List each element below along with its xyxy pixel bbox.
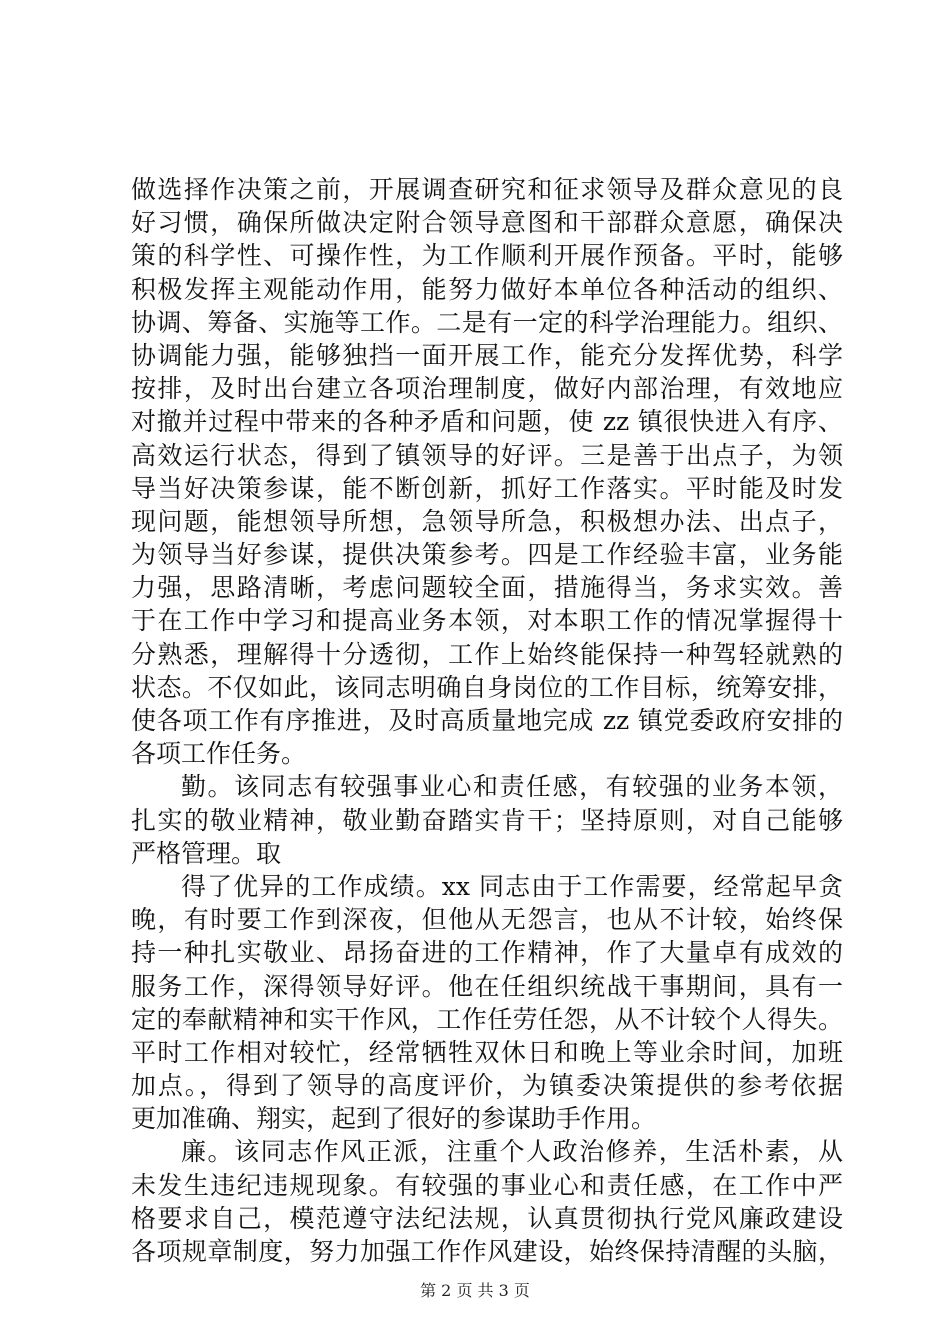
text-line: 导当好决策参谋，能不断创新，抓好工作落实。平时能及时发 <box>131 473 843 503</box>
text-line: 各项规章制度，努力加强工作作风建设，始终保持清醒的头脑， <box>131 1237 843 1266</box>
text-line: 策的科学性、可操作性，为工作顺利开展作预备。平时，能够 <box>131 241 843 271</box>
text-line: 为领导当好参谋，提供决策参考。四是工作经验丰富，业务能 <box>131 540 843 570</box>
text-line: 力强，思路清晰，考虑问题较全面，措施得当，务求实效。善 <box>131 573 843 603</box>
text-line: 状态。不仅如此，该同志明确自身岗位的工作目标，统筹安排， <box>131 672 843 702</box>
text-line: 对撤并过程中带来的各种矛盾和问题，使 zz 镇很快进入有序、 <box>131 407 843 437</box>
text-line: 定的奉献精神和实干作风，工作任劳任怨，从不计较个人得失。 <box>131 1004 843 1034</box>
text-line: 按排，及时出台建立各项治理制度，做好内部治理，有效地应 <box>131 374 843 404</box>
text-line: 格要求自己，模范遵守法纪法规，认真贯彻执行党风廉政建设 <box>131 1203 843 1233</box>
text-line: 更加准确、翔实，起到了很好的参谋助手作用。 <box>131 1104 657 1134</box>
text-line: 做选择作决策之前，开展调查研究和征求领导及群众意见的良 <box>131 175 843 204</box>
text-line: 服务工作，深得领导好评。他在任组织统战干事期间，具有一 <box>131 971 843 1001</box>
text-line: 持一种扎实敬业、昂扬奋进的工作精神，作了大量卓有成效的 <box>131 938 843 968</box>
text-line: 严格管理。取 <box>131 838 282 868</box>
page-number-footer: 第 2 页 共 3 页 <box>420 1281 530 1300</box>
text-line: 协调能力强，能够独挡一面开展工作，能充分发挥优势，科学 <box>131 340 843 370</box>
text-line: 积极发挥主观能动作用，能努力做好本单位各种活动的组织、 <box>131 274 843 304</box>
text-line: 高效运行状态，得到了镇领导的好评。三是善于出点子，为领 <box>131 440 843 470</box>
text-line: 协调、筹备、实施等工作。二是有一定的科学治理能力。组织、 <box>131 307 843 337</box>
text-line: 加点。，得到了领导的高度评价，为镇委决策提供的参考依据 <box>131 1071 843 1101</box>
text-line: 使各项工作有序推进，及时高质量地完成 zz 镇党委政府安排的 <box>131 706 843 735</box>
document-body <box>131 173 843 1268</box>
text-line: 扎实的敬业精神，敬业勤奋踏实肯干；坚持原则，对自己能够 <box>131 805 843 835</box>
text-line: 平时工作相对较忙，经常牺牲双休日和晚上等业余时间，加班 <box>131 1037 843 1067</box>
paragraph-start-line: 廉。该同志作风正派，注重个人政治修养，生活朴素，从 <box>181 1137 843 1167</box>
text-line: 各项工作任务。 <box>131 739 307 769</box>
text-line: 现问题，能想领导所想，急领导所急，积极想办法、出点子， <box>131 506 843 536</box>
text-line: 于在工作中学习和提高业务本领，对本职工作的情况掌握得十 <box>131 606 843 636</box>
text-line: 分熟悉，理解得十分透彻，工作上始终能保持一种驾轻就熟的 <box>131 639 843 669</box>
text-line: 未发生违纪违规现象。有较强的事业心和责任感，在工作中严 <box>131 1170 843 1200</box>
paragraph-start-line: 勤。该同志有较强事业心和责任感，有较强的业务本领， <box>181 772 843 802</box>
text-line: 好习惯，确保所做决定附合领导意图和干部群众意愿，确保决 <box>131 208 843 238</box>
paragraph-start-line: 得了优异的工作成绩。xx 同志由于工作需要，经常起早贪 <box>181 871 843 901</box>
text-line: 晚，有时要工作到深夜，但他从无怨言，也从不计较，始终保 <box>131 905 843 935</box>
